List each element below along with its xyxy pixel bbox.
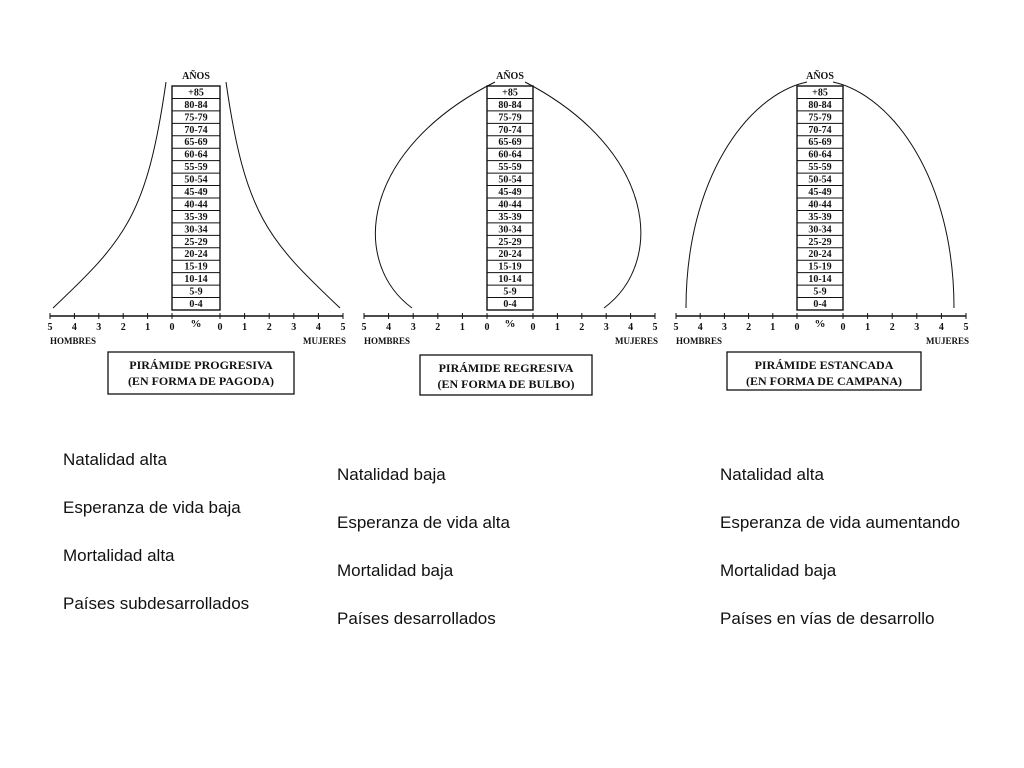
- note-tipo-pais: Países subdesarrollados: [63, 594, 250, 613]
- outline-curve-women: [525, 82, 641, 308]
- outline-curve-women: [226, 82, 340, 308]
- age-group-label: 65-69: [184, 137, 208, 149]
- age-group-label: 70-74: [184, 124, 208, 136]
- x-tick-label: 4: [628, 322, 634, 333]
- age-group-label: 35-39: [498, 211, 522, 223]
- x-tick-label: 3: [914, 322, 920, 333]
- percent-symbol: %: [190, 318, 202, 330]
- note-natalidad: Natalidad alta: [63, 450, 167, 469]
- age-header: AÑOS: [182, 71, 210, 82]
- x-tick-label: 5: [340, 322, 346, 333]
- age-group-label: +85: [502, 87, 518, 99]
- x-tick-label: 5: [652, 322, 658, 333]
- age-group-label: 40-44: [184, 199, 208, 211]
- women-label: MUJERES: [614, 336, 658, 346]
- age-group-label: 65-69: [498, 137, 522, 149]
- age-group-label: 30-34: [808, 224, 832, 236]
- age-header: AÑOS: [496, 71, 524, 82]
- x-tick-label: 0: [794, 322, 800, 333]
- x-tick-label: 5: [47, 322, 53, 333]
- age-group-label: 15-19: [808, 261, 832, 273]
- note-natalidad: Natalidad alta: [720, 465, 824, 484]
- note-esperanza-vida: Esperanza de vida baja: [63, 498, 241, 517]
- outline-curve-women: [833, 82, 954, 308]
- age-group-label: 50-54: [498, 174, 522, 186]
- women-label: MUJERES: [925, 336, 969, 346]
- age-group-label: 65-69: [808, 137, 832, 149]
- pyramid-progresiva: [48, 70, 347, 394]
- pyramid-title: PIRÁMIDE PROGRESIVA: [129, 358, 273, 372]
- x-tick-label: 3: [410, 322, 416, 333]
- note-tipo-pais: Países en vías de desarrollo: [720, 609, 935, 628]
- age-group-label: 60-64: [808, 149, 832, 161]
- x-tick-label: 3: [291, 322, 297, 333]
- age-group-label: 50-54: [808, 174, 832, 186]
- age-group-label: 20-24: [498, 249, 522, 261]
- age-group-label: 35-39: [808, 211, 832, 223]
- age-group-label: 55-59: [498, 162, 522, 174]
- age-group-label: 55-59: [808, 162, 832, 174]
- percent-symbol: %: [814, 318, 826, 330]
- age-group-label: +85: [188, 87, 204, 99]
- age-group-label: 15-19: [498, 261, 522, 273]
- age-group-label: 75-79: [184, 112, 208, 124]
- pyramid-estancada: [674, 70, 970, 390]
- x-tick-label: 2: [889, 322, 895, 333]
- age-group-label: 40-44: [498, 199, 522, 211]
- x-tick-label: 5: [361, 322, 367, 333]
- outline-curve-men: [53, 82, 166, 308]
- x-tick-label: 3: [96, 322, 102, 333]
- age-group-label: 5-9: [503, 286, 517, 298]
- x-tick-label: 1: [770, 322, 776, 333]
- age-group-label: 30-34: [184, 224, 208, 236]
- men-label: HOMBRES: [50, 336, 97, 346]
- age-group-label: 10-14: [184, 274, 208, 286]
- women-label: MUJERES: [302, 336, 346, 346]
- age-group-label: 60-64: [498, 149, 522, 161]
- note-esperanza-vida: Esperanza de vida aumentando: [720, 513, 961, 532]
- x-tick-label: 1: [242, 322, 248, 333]
- x-tick-label: 2: [579, 322, 585, 333]
- age-group-label: 75-79: [808, 112, 832, 124]
- pyramid-regresiva: [362, 70, 659, 395]
- note-esperanza-vida: Esperanza de vida alta: [337, 513, 510, 532]
- age-group-label: 45-49: [184, 187, 208, 198]
- age-group-label: 60-64: [184, 149, 208, 161]
- age-group-label: 25-29: [184, 236, 208, 248]
- age-group-label: 40-44: [808, 199, 832, 211]
- x-tick-label: 0: [484, 322, 490, 333]
- age-group-label: 10-14: [498, 274, 522, 286]
- x-tick-label: 4: [386, 322, 392, 333]
- x-tick-label: 0: [530, 322, 536, 333]
- age-group-label: 25-29: [498, 236, 522, 248]
- age-group-label: 0-4: [813, 299, 827, 310]
- age-group-label: 20-24: [184, 249, 208, 261]
- age-group-label: 10-14: [808, 274, 832, 286]
- x-tick-label: 2: [435, 322, 441, 333]
- age-group-label: 70-74: [498, 124, 522, 136]
- age-group-label: 15-19: [184, 261, 208, 273]
- men-label: HOMBRES: [676, 336, 723, 346]
- pyramid-subtitle: (EN FORMA DE PAGODA): [127, 374, 275, 388]
- note-mortalidad: Mortalidad baja: [720, 561, 837, 580]
- age-group-label: 50-54: [184, 174, 208, 186]
- notes-estancada: [720, 465, 960, 657]
- pyramid-title: PIRÁMIDE ESTANCADA: [754, 358, 894, 372]
- men-label: HOMBRES: [364, 336, 411, 346]
- x-tick-label: 2: [746, 322, 752, 333]
- age-group-label: 80-84: [808, 99, 832, 111]
- x-tick-label: 3: [721, 322, 727, 333]
- percent-symbol: %: [504, 318, 516, 330]
- pyramid-subtitle: (EN FORMA DE BULBO): [437, 377, 575, 391]
- x-tick-label: 2: [266, 322, 272, 333]
- x-tick-label: 0: [217, 322, 223, 333]
- notes-progresiva: [63, 450, 249, 642]
- age-group-label: 70-74: [808, 124, 832, 136]
- note-tipo-pais: Países desarrollados: [337, 609, 496, 628]
- age-group-label: 45-49: [808, 187, 832, 198]
- x-tick-label: 4: [315, 322, 321, 333]
- x-tick-label: 1: [865, 322, 871, 333]
- x-tick-label: 5: [673, 322, 679, 333]
- x-tick-label: 3: [603, 322, 609, 333]
- note-mortalidad: Mortalidad baja: [337, 561, 454, 580]
- age-group-label: 30-34: [498, 224, 522, 236]
- x-tick-label: 1: [459, 322, 465, 333]
- age-group-label: 75-79: [498, 112, 522, 124]
- x-tick-label: 4: [697, 322, 703, 333]
- age-group-label: 5-9: [189, 286, 203, 298]
- x-tick-label: 4: [71, 322, 77, 333]
- x-tick-label: 2: [120, 322, 126, 333]
- x-tick-label: 1: [145, 322, 151, 333]
- notes-regresiva: [337, 465, 510, 657]
- note-natalidad: Natalidad baja: [337, 465, 446, 484]
- age-group-label: 35-39: [184, 211, 208, 223]
- age-group-label: 80-84: [498, 99, 522, 111]
- x-tick-label: 0: [840, 322, 846, 333]
- pyramid-subtitle: (EN FORMA DE CAMPANA): [745, 374, 903, 388]
- age-group-label: 25-29: [808, 236, 832, 248]
- age-header: AÑOS: [806, 71, 834, 82]
- outline-curve-men: [686, 82, 807, 308]
- age-group-label: +85: [812, 87, 828, 99]
- age-group-label: 0-4: [189, 299, 203, 310]
- age-group-label: 55-59: [184, 162, 208, 174]
- outline-curve-men: [375, 82, 495, 308]
- x-tick-label: 1: [554, 322, 560, 333]
- age-group-label: 0-4: [503, 299, 517, 310]
- note-mortalidad: Mortalidad alta: [63, 546, 175, 565]
- pyramid-title: PIRÁMIDE REGRESIVA: [438, 361, 574, 375]
- x-tick-label: 4: [938, 322, 944, 333]
- age-group-label: 80-84: [184, 99, 208, 111]
- age-group-label: 45-49: [498, 187, 522, 198]
- x-tick-label: 5: [963, 322, 969, 333]
- age-group-label: 5-9: [813, 286, 827, 298]
- x-tick-label: 0: [169, 322, 175, 333]
- age-group-label: 20-24: [808, 249, 832, 261]
